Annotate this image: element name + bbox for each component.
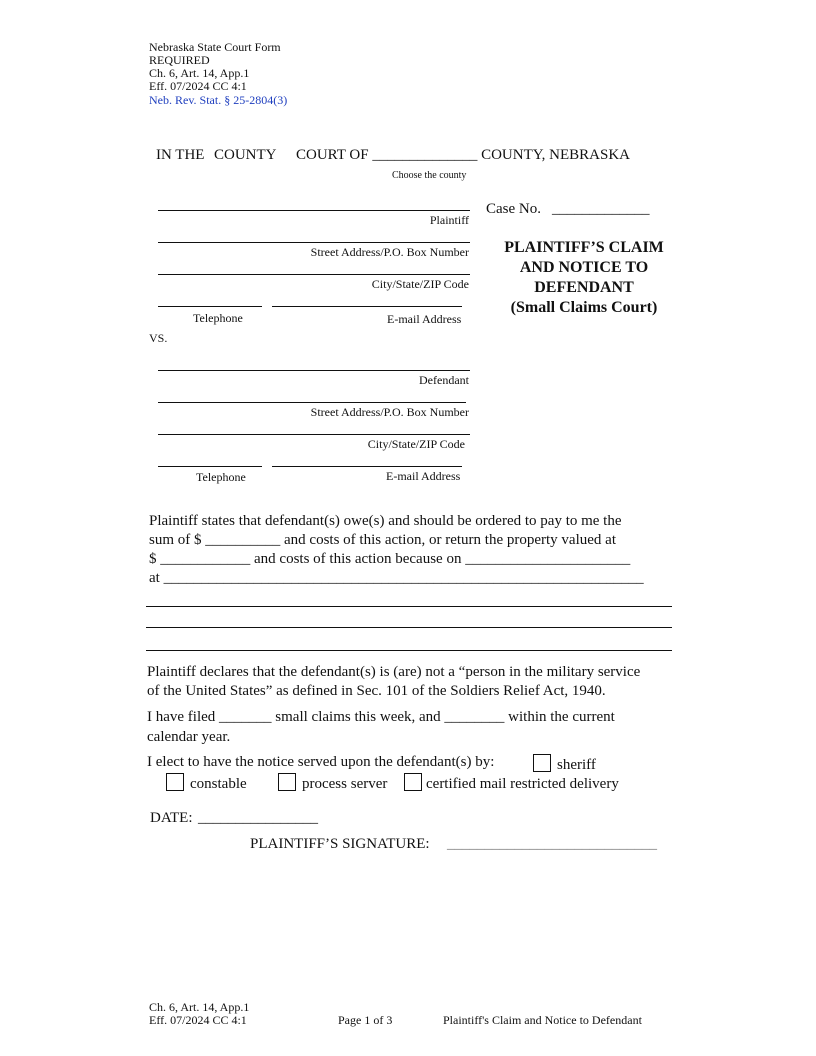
constable-checkbox[interactable] (166, 773, 184, 791)
defendant-phone-field[interactable] (158, 466, 262, 467)
process-server-label: process server (302, 776, 388, 792)
court-in-the: IN THE (156, 147, 205, 163)
court-type-select[interactable]: COUNTY (214, 147, 277, 163)
form-title-line4: (Small Claims Court) (510, 299, 658, 316)
date-field[interactable]: ________________ (198, 810, 318, 826)
process-server-checkbox[interactable] (278, 773, 296, 791)
claim-line-4[interactable]: at ________________________________________________________________ (149, 570, 644, 586)
footer-citation: Ch. 6, Art. 14, App.1 (149, 1000, 250, 1014)
court-county-line[interactable]: COURT OF ______________ COUNTY, NEBRASKA (296, 147, 630, 163)
option-constable[interactable] (166, 773, 247, 793)
footer-effective: Eff. 07/2024 CC 4:1 (149, 1013, 247, 1027)
claim-extra-line-2[interactable] (146, 627, 672, 628)
date-label: DATE: (150, 810, 193, 826)
plaintiff-city-label: City/State/ZIP Code (371, 277, 469, 291)
form-title-line1: PLAINTIFF’S CLAIM (504, 239, 664, 256)
option-process-server[interactable] (278, 773, 387, 793)
military-line-1: Plaintiff declares that the defendant(s) is (are) not a “person in the military service (147, 664, 641, 680)
certified-mail-label: certified mail restricted delivery (426, 776, 619, 792)
claim-extra-line-3[interactable] (146, 650, 672, 651)
option-certified-mail[interactable] (404, 773, 619, 793)
service-intro: I elect to have the notice served upon the defendant(s) by: (147, 754, 495, 770)
plaintiff-email-label: E-mail Address (387, 312, 462, 326)
defendant-name-field[interactable] (158, 370, 470, 371)
certified-mail-checkbox[interactable] (404, 773, 422, 791)
footer-form-title: Plaintiff's Claim and Notice to Defendant (443, 1013, 642, 1027)
plaintiff-phone-label: Telephone (193, 311, 243, 325)
constable-label: constable (190, 776, 247, 792)
claim-line-1: Plaintiff states that defendant(s) owe(s) and should be ordered to pay to me the (149, 513, 622, 529)
claim-line-2[interactable]: sum of $ __________ and costs of this action, or return the property valued at (149, 532, 616, 548)
plaintiff-email-field[interactable] (272, 306, 462, 307)
plaintiff-name-label: Plaintiff (429, 213, 469, 227)
signature-label: PLAINTIFF’S SIGNATURE: (250, 836, 430, 852)
defendant-city-label: City/State/ZIP Code (367, 437, 465, 451)
military-line-2: of the United States” as defined in Sec. 101 of the Soldiers Relief Act, 1940. (147, 683, 606, 699)
sheriff-label: sheriff (557, 757, 596, 773)
claim-extra-line-1[interactable] (146, 606, 672, 607)
defendant-address-field[interactable] (158, 402, 466, 403)
form-title (486, 238, 682, 318)
plaintiff-name-field[interactable] (158, 210, 470, 211)
defendant-email-field[interactable] (272, 466, 462, 467)
versus-label: VS. (149, 331, 168, 345)
defendant-address-label: Street Address/P.O. Box Number (310, 405, 469, 419)
header-citation: Ch. 6, Art. 14, App.1 (149, 66, 250, 80)
form-name: Nebraska State Court Form (149, 40, 281, 54)
plaintiff-address-label: Street Address/P.O. Box Number (310, 245, 469, 259)
defendant-name-label: Defendant (419, 373, 469, 387)
plaintiff-phone-field[interactable] (158, 306, 262, 307)
header-effective: Eff. 07/2024 CC 4:1 (149, 79, 247, 93)
statute-link[interactable]: Neb. Rev. Stat. § 25-2804(3) (149, 93, 288, 107)
defendant-email-label: E-mail Address (386, 469, 461, 483)
defendant-phone-label: Telephone (196, 470, 246, 484)
footer-page-number: Page 1 of 3 (338, 1013, 393, 1027)
plaintiff-city-field[interactable] (158, 274, 470, 275)
option-sheriff[interactable] (533, 754, 596, 774)
sheriff-checkbox[interactable] (533, 754, 551, 772)
plaintiff-address-field[interactable] (158, 242, 470, 243)
form-title-line2: AND NOTICE TO (519, 259, 649, 276)
form-title-line3: DEFENDANT (534, 279, 634, 296)
case-number-label: Case No. (486, 201, 541, 217)
filed-line-1[interactable]: I have filed _______ small claims this week, and ________ within the current (147, 709, 615, 725)
filed-line-2: calendar year. (147, 729, 231, 745)
case-number-field[interactable]: _____________ (552, 201, 650, 217)
county-hint: Choose the county (392, 170, 467, 181)
signature-field[interactable]: ____________________________ (447, 836, 657, 852)
required-label: REQUIRED (149, 53, 210, 67)
claim-line-3[interactable]: $ ____________ and costs of this action because on ______________________ (149, 551, 631, 567)
defendant-city-field[interactable] (158, 434, 470, 435)
